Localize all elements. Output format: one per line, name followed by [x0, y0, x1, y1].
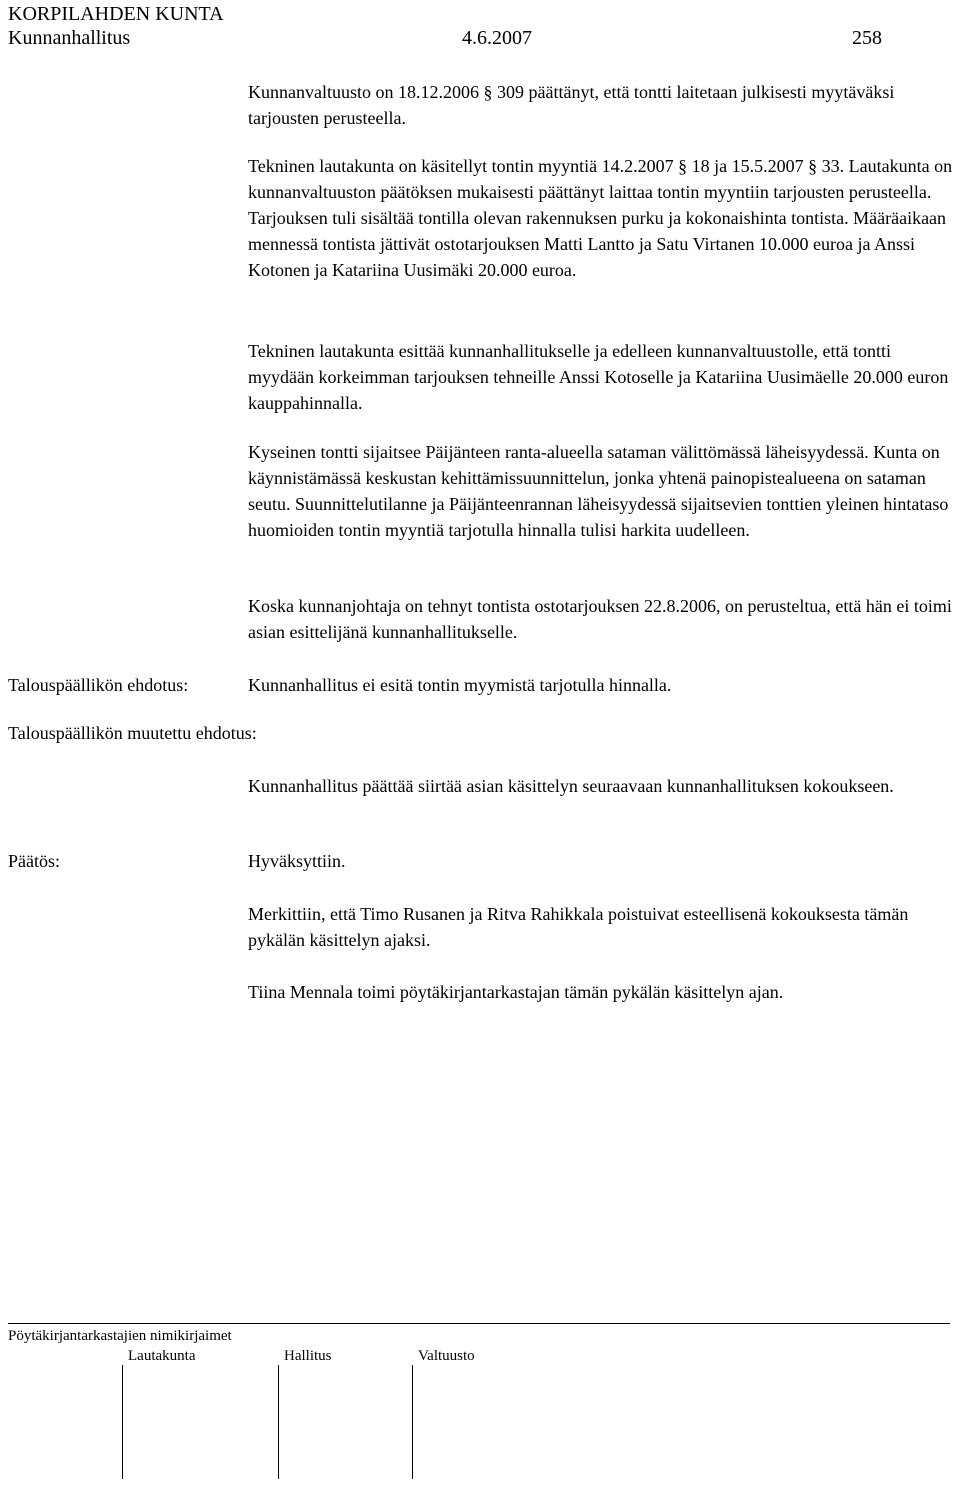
- footer-top-rule: [8, 1323, 950, 1324]
- organization-name: KORPILAHDEN KUNTA: [8, 3, 224, 25]
- paragraph-plot-location: Kyseinen tontti sijaitsee Päijänteen ranta-alueella sataman välittömässä läheisyydessä. Kunta on käynnistämässä keskustan kehittämissuunnittelun, jonka yhtenä painopistealueena on sataman seutu. Suunnittelutilanne ja Päijänteenrannan läheisyydessä sijaitsevien tonttien yleinen hintataso huomioiden tontin myyntiä tarjotulla hinnalla tulisi harkita uudelleen.: [248, 442, 949, 540]
- footer-divider-council: [412, 1365, 413, 1479]
- note-recusal: Merkittiin, että Timo Rusanen ja Ritva Rahikkala poistuivat esteellisenä kokouksesta tämän pykälän käsittelyn ajaksi.: [248, 904, 909, 950]
- footer-column-government: Hallitus: [284, 1348, 332, 1364]
- meeting-date: 4.6.2007: [462, 27, 532, 49]
- page-number: 258: [852, 27, 882, 49]
- paragraph-conflict-of-interest: Koska kunnanjohtaja on tehnyt tontista ostotarjouksen 22.8.2006, on perusteltua, että hän ei toimi asian esittelijänä kunnanhallitukselle.: [248, 596, 952, 642]
- paragraph-council-decision: Kunnanvaltuusto on 18.12.2006 § 309 päättänyt, että tontti laitetaan julkisesti myytäväksi tarjousten perusteella.: [248, 82, 895, 128]
- footer-title: Pöytäkirjantarkastajien nimikirjaimet: [8, 1328, 232, 1344]
- note-minutes-checker: Tiina Mennala toimi pöytäkirjantarkastajan tämän pykälän käsittelyn ajan.: [248, 982, 784, 1002]
- paragraph-technical-board: Tekninen lautakunta on käsitellyt tontin myyntiä 14.2.2007 § 18 ja 15.5.2007 § 33. Lautakunta on kunnanvaltuuston päätöksen mukaisesti päättänyt laittaa tontin myyntiin tarjousten perusteella. Tarjouksen tuli sisältää tontilla olevan rakennuksen purku ja kokonaishinta tontista. Määräaikaan mennessä tontista jättivät ostotarjouksen Matti Lantto ja Satu Virtanen 10.000 euroa ja Anssi Kotonen ja Katariina Uusimäki 20.000 euroa.: [248, 156, 953, 280]
- amended-proposal-text: Kunnanhallitus päättää siirtää asian käsittelyn seuraavaan kunnanhallituksen kokoukseen.: [248, 776, 894, 796]
- decision-text: Hyväksyttiin.: [248, 851, 346, 871]
- proposal-label: Talouspäällikön ehdotus:: [8, 675, 189, 695]
- footer-divider-government: [278, 1365, 279, 1479]
- footer-column-board: Lautakunta: [128, 1348, 196, 1364]
- proposal-text: Kunnanhallitus ei esitä tontin myymistä tarjotulla hinnalla.: [248, 675, 672, 695]
- amended-proposal-label: Talouspäällikön muutettu ehdotus:: [8, 723, 257, 743]
- decision-label: Päätös:: [8, 851, 60, 871]
- footer-column-council: Valtuusto: [418, 1348, 475, 1364]
- footer-divider-board: [122, 1365, 123, 1479]
- paragraph-board-proposal: Tekninen lautakunta esittää kunnanhallitukselle ja edelleen kunnanvaltuustolle, että tontti myydään korkeimman tarjouksen tehneille Anssi Kotoselle ja Katariina Uusimäelle 20.000 euron kauppahinnalla.: [248, 341, 949, 413]
- meeting-body: Kunnanhallitus: [8, 27, 131, 49]
